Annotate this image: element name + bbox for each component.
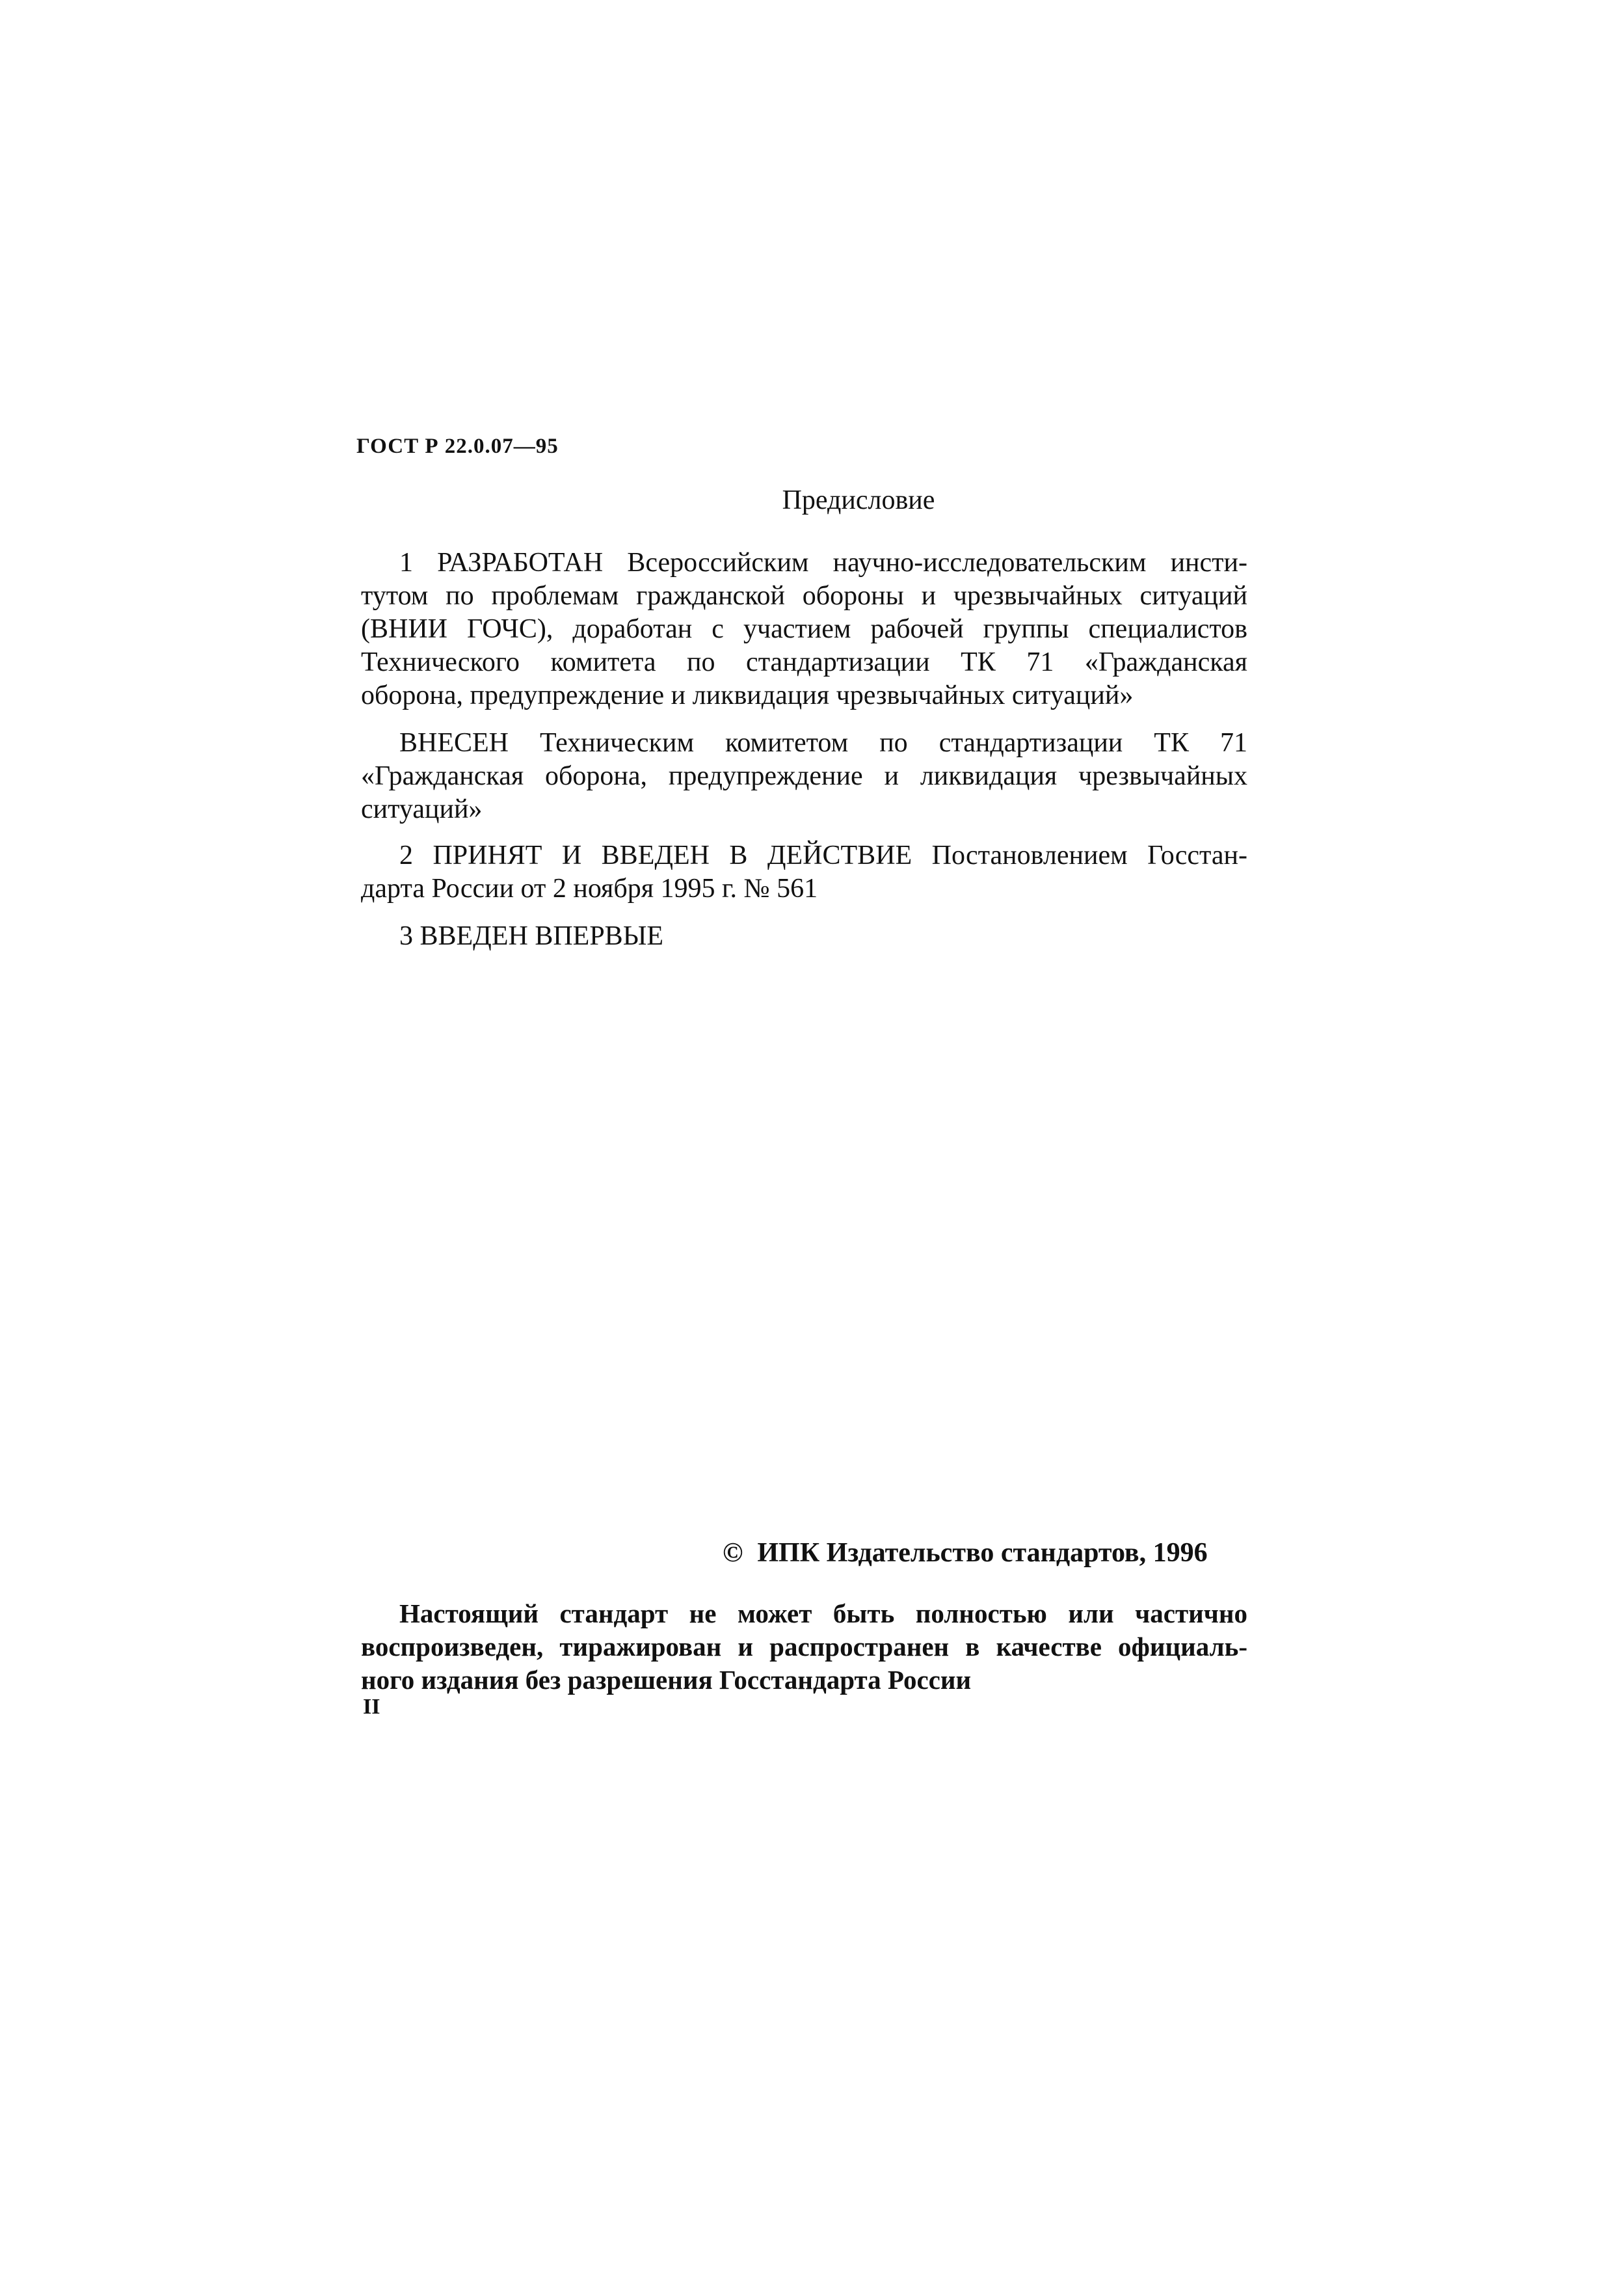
paragraph-line: (ВНИИ ГОЧС), доработан с участием рабочей группы специалистов xyxy=(361,614,1247,644)
paragraph-line: тутом по проблемам гражданской обороны и чрезвычайных ситуаций xyxy=(361,581,1247,611)
paragraph-line: ситуаций» xyxy=(361,794,483,824)
copyright-line xyxy=(723,1537,1208,1569)
paragraph-line: Технического комитета по стандартизации ТК 71 «Гражданская xyxy=(361,647,1247,677)
paragraph-line: 1 РАЗРАБОТАН Всероссийским научно-исследовательским инсти- xyxy=(399,548,1247,578)
paragraph-line: 3 ВВЕДЕН ВПЕРВЫЕ xyxy=(399,921,663,951)
notice-line: Настоящий стандарт не может быть полностью или частично xyxy=(399,1598,1247,1628)
paragraph-line: ВНЕСЕН Техническим комитетом по стандартизации ТК 71 xyxy=(399,728,1247,758)
reproduction-notice xyxy=(361,1597,1247,1697)
preface-heading: Предисловие xyxy=(782,485,935,515)
section-introduced-by xyxy=(361,727,1247,826)
copyright-text: ИПК Издательство стандартов, 1996 xyxy=(757,1538,1208,1568)
document-id: ГОСТ Р 22.0.07—95 xyxy=(356,435,559,458)
paragraph-line: оборона, предупреждение и ликвидация чрезвычайных ситуаций» xyxy=(361,680,1134,710)
page-title xyxy=(0,485,1624,516)
paragraph-line: дарта России от 2 ноября 1995 г. № 561 xyxy=(361,874,818,904)
paragraph-line: «Гражданская оборона, предупреждение и ликвидация чрезвычайных xyxy=(361,761,1247,791)
notice-line: ного издания без разрешения Госстандарта России xyxy=(361,1665,972,1695)
section-developed xyxy=(361,546,1247,712)
notice-line: воспроизведен, тиражирован и распространен в качестве официаль- xyxy=(361,1632,1247,1662)
page-number: II xyxy=(363,1695,380,1719)
section-adopted xyxy=(361,839,1247,906)
section-first-introduced xyxy=(361,920,1247,953)
copyright-icon: © xyxy=(723,1538,743,1568)
paragraph-line: 2 ПРИНЯТ И ВВЕДЕН В ДЕЙСТВИЕ Постановлением Госстан- xyxy=(399,841,1247,870)
